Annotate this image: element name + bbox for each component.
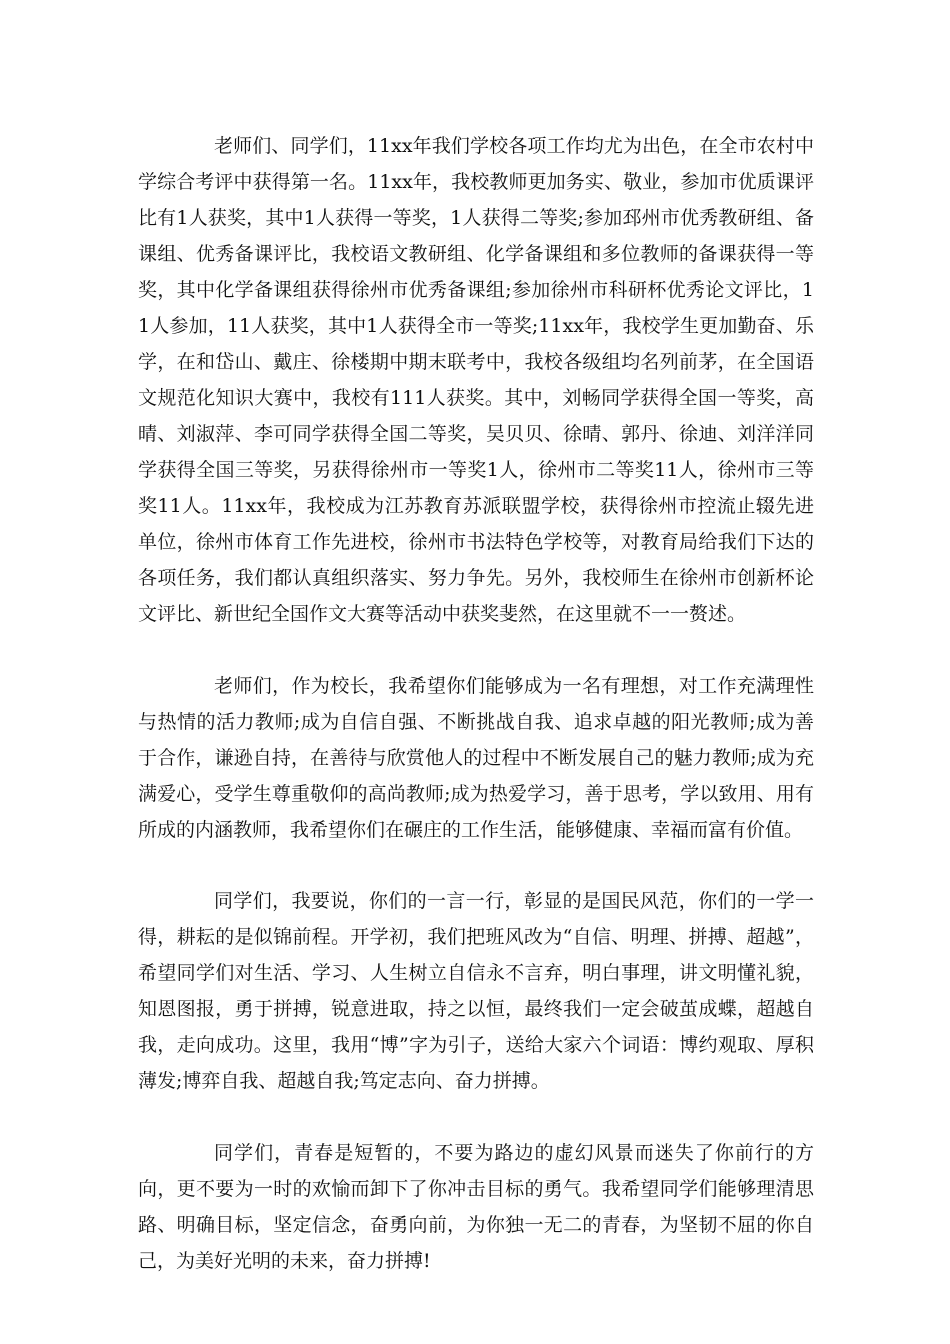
document-body xyxy=(138,128,814,1279)
paragraph-achievements: 老师们、同学们，11xx年我们学校各项工作均尤为出色，在全市农村中学综合考评中获得第一名。11xx年，我校教师更加务实、敬业，参加市优质课评比有1人获奖，其中1人获得一等奖，1人获得二等奖;参加邳州市优秀教研组、备课组、优秀备课评比，我校语文教研组、化学备课组和多位教师的备课获得一等奖，其中化学备课组获得徐州市优秀备课组;参加徐州市科研杯优秀论文评比，11人参加，11人获奖，其中1人获得全市一等奖;11xx年，我校学生更加勤奋、乐学，在和岱山、戴庄、徐楼期中期末联考中，我校各级组均名列前茅，在全国语文规范化知识大赛中，我校有111人获奖。其中，刘畅同学获得全国一等奖，高晴、刘淑萍、李可同学获得全国二等奖，吴贝贝、徐晴、郭丹、徐迪、刘洋洋同学获得全国三等奖，另获得徐州市一等奖1人，徐州市二等奖11人，徐州市三等奖11人。11xx年，我校成为江苏教育苏派联盟学校，获得徐州市控流止辍先进单位，徐州市体育工作先进校，徐州市书法特色学校等，对教育局给我们下达的各项任务，我们都认真组织落实、努力争先。另外，我校师生在徐州市创新杯论文评比、新世纪全国作文大赛等活动中获奖斐然，在这里就不一一赘述。 xyxy=(138,135,814,625)
paragraph-youth: 同学们，青春是短暂的，不要为路边的虚幻风景而迷失了你前行的方向，更不要为一时的欢愉而卸下了你冲击目标的勇气。我希望同学们能够理清思路、明确目标，坚定信念，奋勇向前，为你独一无二的青春，为坚韧不屈的你自己，为美好光明的未来，奋力拼搏! xyxy=(138,1142,814,1272)
paragraph-students: 同学们，我要说，你们的一言一行，彰显的是国民风范，你们的一学一得，耕耘的是似锦前程。开学初，我们把班风改为“自信、明理、拼搏、超越”，希望同学们对生活、学习、人生树立自信永不言弃，明白事理，讲文明懂礼貌，知恩图报，勇于拼搏，锐意进取，持之以恒，最终我们一定会破茧成蝶，超越自我，走向成功。这里，我用“博”字为引子，送给大家六个词语：博约观取、厚积薄发;博弈自我、超越自我;笃定志向、奋力拼搏。 xyxy=(138,890,814,1092)
paragraph-teachers: 老师们，作为校长，我希望你们能够成为一名有理想，对工作充满理性与热情的活力教师;成为自信自强、不断挑战自我、追求卓越的阳光教师;成为善于合作，谦逊自持，在善待与欣赏他人的过程中不断发展自己的魅力教师;成为充满爱心，受学生尊重敬仰的高尚教师;成为热爱学习，善于思考，学以致用、用有所成的内涵教师，我希望你们在碾庄的工作生活，能够健康、幸福而富有价值。 xyxy=(138,675,814,841)
